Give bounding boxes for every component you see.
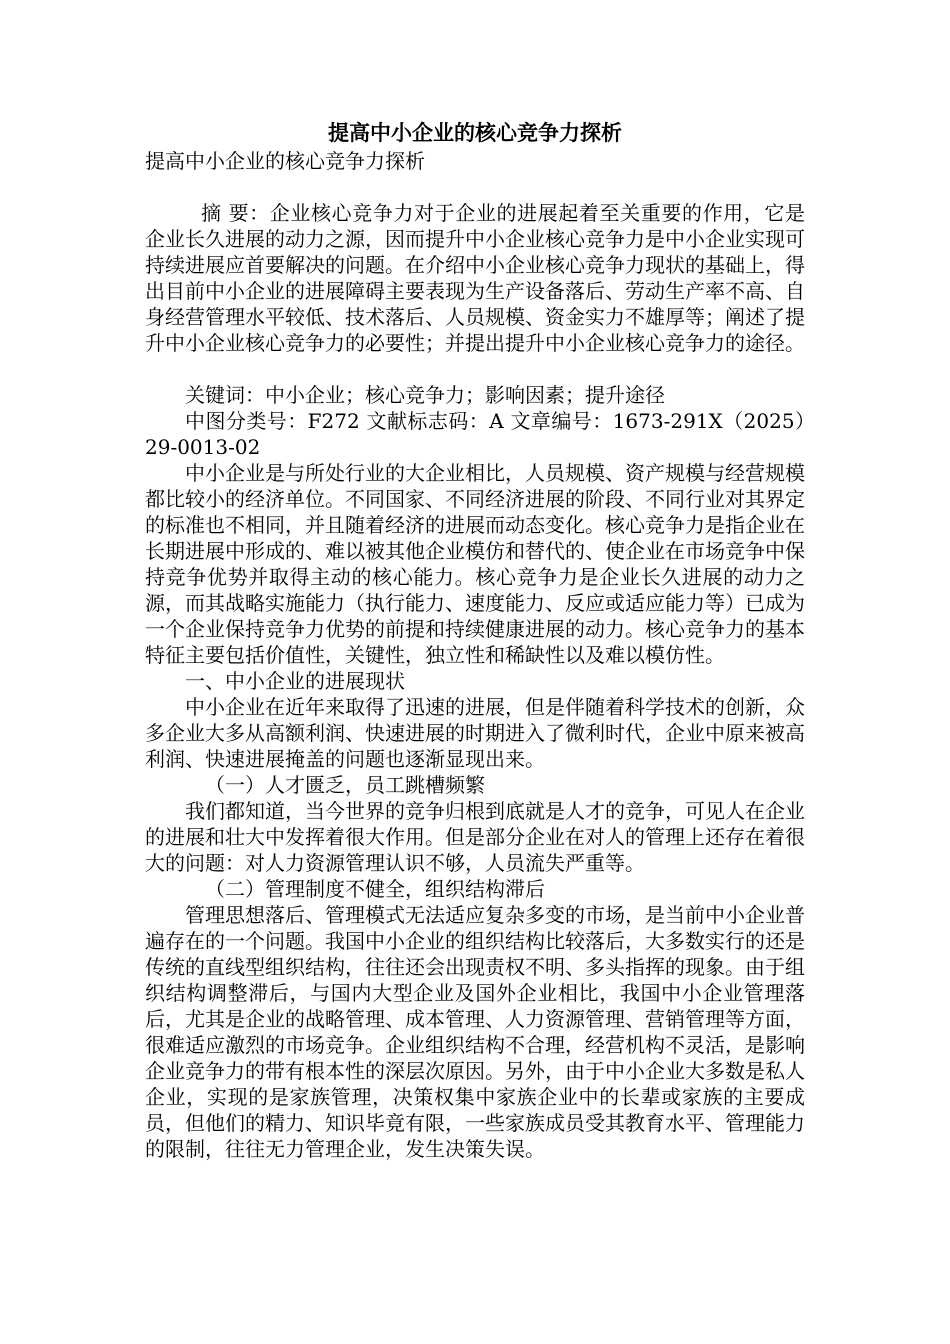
spacer <box>145 174 805 200</box>
document-page <box>145 118 805 1162</box>
section-heading: 一、中小企业的进展现状 <box>185 669 405 693</box>
section-paragraph: 中小企业在近年来取得了迅速的进展，但是伴随着科学技术的创新，众多企业大多从高额利润、快速进展的时期进入了微利时代，企业中原来被高利润、快速进展掩盖的问题也逐渐显现出来。 <box>145 695 805 771</box>
subsection-heading: （一）人才匮乏，员工跳槽频繁 <box>205 773 485 797</box>
subsection-paragraph: 我们都知道，当今世界的竞争归根到底就是人才的竞争，可见人在企业的进展和壮大中发挥着很大作用。但是部分企业在对人的管理上还存在着很大的问题：对人力资源管理认识不够，人员流失严重等。 <box>145 799 805 875</box>
document-subtitle: 提高中小企业的核心竞争力探析 <box>145 149 425 173</box>
subsection-paragraph: 管理思想落后、管理模式无法适应复杂多变的市场，是当前中小企业普遍存在的一个问题。我国中小企业的组织结构比较落后，大多数实行的还是传统的直线型组织结构，往往还会出现责权不明、多头指挥的现象。由于组织结构调整滞后，与国内大型企业及国外企业相比，我国中小企业管理落后，尤其是企业的战略管理、成本管理、人力资源管理、营销管理等方面，很难适应激烈的市场竞争。企业组织结构不合理，经营机构不灵活，是影响企业竞争力的带有根本性的深层次原因。另外，由于中小企业大多数是私人企业，实现的是家族管理，决策权集中家族企业中的长辈或家族的主要成员，但他们的精力、知识毕竟有限，一些家族成员受其教育水平、管理能力的限制，往往无力管理企业，发生决策失误。 <box>145 903 805 1161</box>
abstract-paragraph: 摘 要：企业核心竞争力对于企业的进展起着至关重要的作用，它是企业长久进展的动力之源，因而提升中小企业核心竞争力是中小企业实现可持续进展应首要解决的问题。在介绍中小企业核心竞争力现状的基础上，得出目前中小企业的进展障碍主要表现为生产设备落后、劳动生产率不高、自身经营管理水平较低、技术落后、人员规模、资金实力不雄厚等；阐述了提升中小企业核心竞争力的必要性；并提出提升中小企业核心竞争力的途径。 <box>145 201 805 355</box>
document-title: 提高中小企业的核心竞争力探析 <box>328 120 622 145</box>
spacer <box>145 356 805 382</box>
keywords-line: 关键词：中小企业；核心竞争力；影响因素；提升途径 <box>185 383 665 407</box>
intro-paragraph: 中小企业是与所处行业的大企业相比，人员规模、资产规模与经营规模都比较小的经济单位。不同国家、不同经济进展的阶段、不同行业对其界定的标准也不相同，并且随着经济的进展而动态变化。核心竞争力是指企业在长期进展中形成的、难以被其他企业模仿和替代的、使企业在市场竞争中保持竞争优势并取得主动的核心能力。核心竞争力是企业长久进展的动力之源，而其战略实施能力（执行能力、速度能力、反应或适应能力等）已成为一个企业保持竞争力优势的前提和持续健康进展的动力。核心竞争力的基本特征主要包括价值性，关键性，独立性和稀缺性以及难以模仿性。 <box>145 461 805 667</box>
subsection-heading: （二）管理制度不健全，组织结构滞后 <box>205 877 545 901</box>
classification-line: 中图分类号：F272 文献标志码：A 文章编号：1673-291X（2025）29-0013-02 <box>145 409 805 459</box>
